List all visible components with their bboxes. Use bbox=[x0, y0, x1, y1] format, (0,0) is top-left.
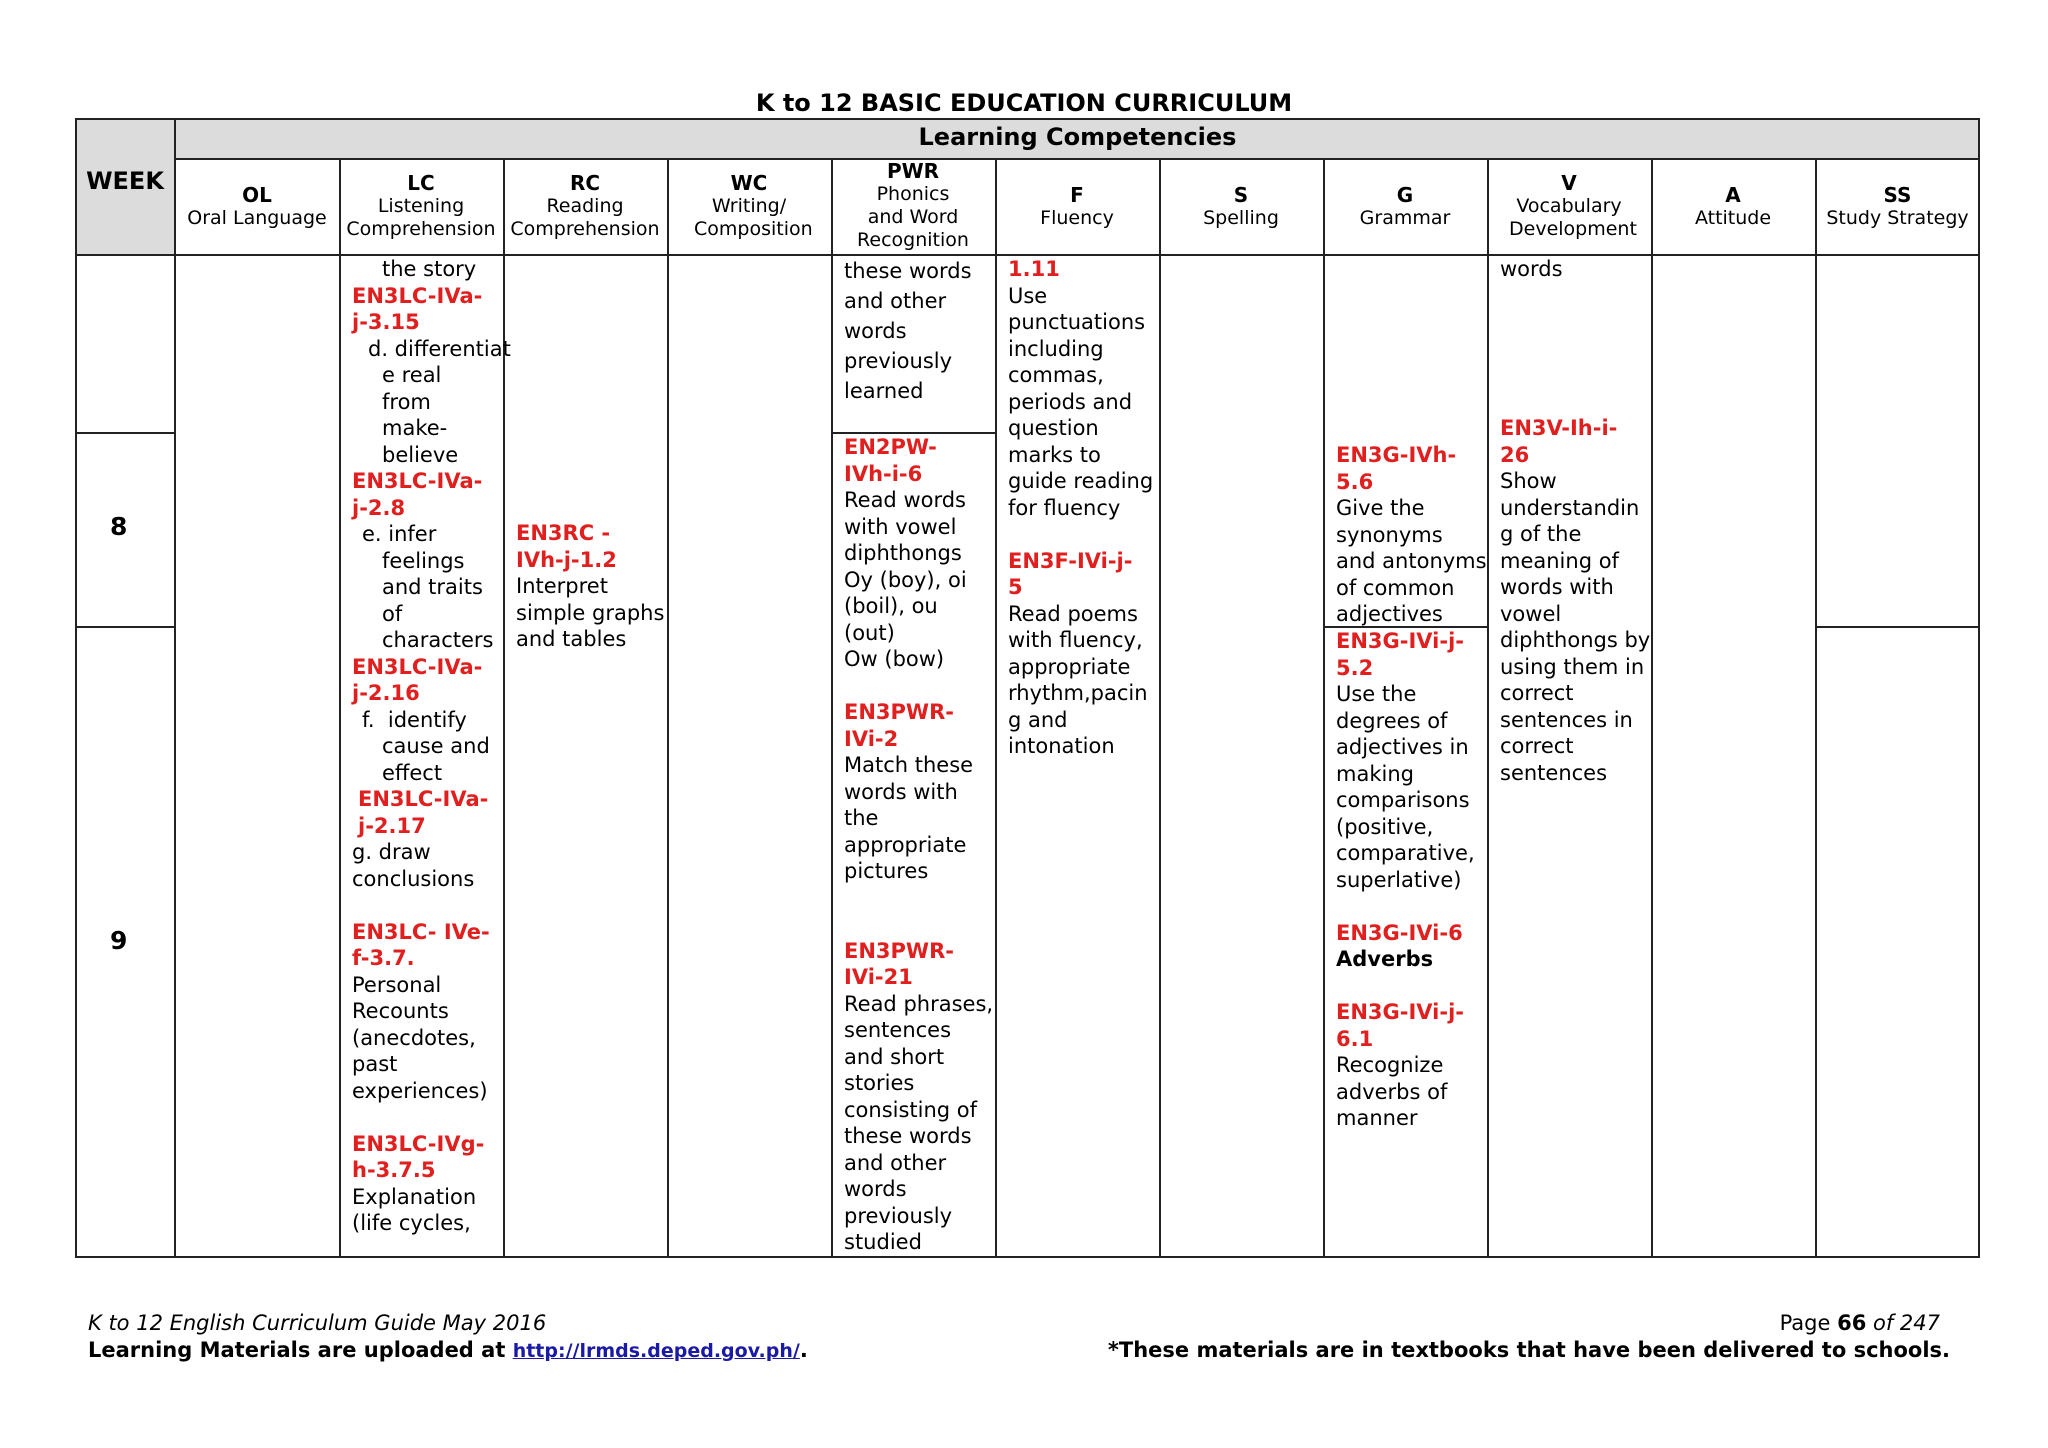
col-header-wc bbox=[667, 172, 831, 241]
competency-text: e. infer bbox=[362, 522, 437, 546]
competency-text: believe bbox=[382, 442, 459, 467]
competency-code: j-2.16 bbox=[352, 681, 420, 705]
competency-text: Give the bbox=[1336, 496, 1425, 520]
col-header-f bbox=[995, 184, 1159, 230]
competency-text: diphthongs bbox=[844, 541, 962, 565]
competency-text: Read poems bbox=[1008, 601, 1138, 626]
footer-page bbox=[1700, 1310, 1940, 1336]
rc-cell bbox=[516, 520, 666, 653]
competency-text: commas, bbox=[1008, 363, 1104, 387]
competency-code: 5 bbox=[1008, 575, 1023, 599]
col-code: G bbox=[1396, 183, 1414, 207]
competency-code: EN3G-IVh- bbox=[1336, 443, 1457, 467]
competency-code: IVi-21 bbox=[844, 965, 913, 989]
competency-code: j-2.17 bbox=[358, 813, 426, 838]
competency-text: marks to bbox=[1008, 442, 1101, 467]
col-code: LC bbox=[407, 171, 435, 195]
competency-code: EN3G-IVi-6 bbox=[1336, 920, 1463, 945]
g-top-cell bbox=[1336, 442, 1486, 628]
competency-code: IVh-j-1.2 bbox=[516, 547, 617, 572]
competency-code: EN3RC - bbox=[516, 521, 611, 545]
competency-text: (anecdotes, bbox=[352, 1025, 476, 1050]
competency-text: from bbox=[382, 389, 431, 414]
competency-text: meaning of bbox=[1500, 548, 1619, 573]
competency-text: (out) bbox=[844, 620, 895, 645]
competency-text: and other bbox=[844, 1150, 947, 1175]
col-name: Study Strategy bbox=[1826, 207, 1969, 229]
competency-text: of bbox=[382, 601, 403, 626]
g-cell bbox=[1336, 628, 1486, 1132]
competency-text: Explanation bbox=[352, 1184, 477, 1209]
competency-text: comparisons bbox=[1336, 788, 1470, 812]
col-code: OL bbox=[242, 183, 272, 207]
competency-text: feelings bbox=[382, 548, 465, 573]
col-name: Listening Comprehension bbox=[346, 195, 496, 240]
competency-code: EN3F-IVi-j- bbox=[1008, 548, 1133, 573]
competency-text: consisting of bbox=[844, 1097, 978, 1122]
competency-text: with fluency, bbox=[1008, 628, 1143, 652]
col-name: Writing/ Composition bbox=[694, 195, 813, 240]
competency-text: these words bbox=[844, 1124, 972, 1148]
competency-code: j-2.8 bbox=[352, 495, 406, 520]
col-divider bbox=[503, 159, 505, 1258]
col-divider bbox=[339, 159, 341, 1258]
competency-text: appropriate bbox=[1008, 654, 1131, 679]
competency-text: stories bbox=[844, 1071, 915, 1095]
week-header: WEEK bbox=[86, 167, 164, 195]
blank-line bbox=[844, 911, 994, 938]
competency-text: effect bbox=[382, 760, 443, 785]
competency-text: adverbs of bbox=[1336, 1079, 1448, 1104]
competency-code: 5.6 bbox=[1336, 469, 1374, 494]
blank-line bbox=[1008, 521, 1158, 548]
pwr-cell bbox=[844, 434, 994, 1256]
competency-text: previously bbox=[844, 349, 953, 373]
competency-text: words bbox=[844, 319, 907, 343]
col-header-v bbox=[1487, 172, 1651, 241]
border-top bbox=[75, 118, 1980, 120]
col-divider bbox=[1815, 159, 1817, 1258]
competency-text: of common bbox=[1336, 575, 1455, 600]
competency-text: words bbox=[1500, 257, 1563, 281]
competency-text: Adverbs bbox=[1336, 947, 1434, 971]
page-of: of 247 bbox=[1866, 1311, 1940, 1335]
pwr-top-cell bbox=[844, 256, 994, 406]
competency-text: including bbox=[1008, 336, 1104, 361]
competency-text: appropriate bbox=[844, 832, 967, 857]
competency-text: intonation bbox=[1008, 734, 1115, 758]
competency-code: EN3PWR- bbox=[844, 700, 954, 724]
competency-text: g of the bbox=[1500, 522, 1582, 546]
col-code: RC bbox=[569, 171, 601, 195]
footer-guide-text: K to 12 English Curriculum Guide May 2016 bbox=[88, 1311, 547, 1335]
v-top-cell bbox=[1500, 256, 1650, 283]
document-title: K to 12 BASIC EDUCATION CURRICULUM bbox=[755, 89, 1293, 117]
group-header-divider bbox=[175, 158, 1980, 160]
competency-text: correct bbox=[1500, 734, 1574, 758]
competency-text: making bbox=[1336, 761, 1414, 786]
competency-text: Read words bbox=[844, 488, 967, 512]
competency-code: EN3LC-IVa- bbox=[352, 283, 483, 308]
competency-text: with vowel bbox=[844, 514, 957, 539]
col-name: Oral Language bbox=[187, 207, 327, 229]
col-header-s bbox=[1159, 184, 1323, 230]
competency-text: d. differentiat bbox=[368, 336, 511, 361]
competency-code: IVh-i-6 bbox=[844, 461, 923, 486]
competency-text: Recounts bbox=[352, 999, 449, 1023]
competency-text: superlative) bbox=[1336, 867, 1462, 892]
col-code: PWR bbox=[886, 159, 940, 183]
competency-text: Match these bbox=[844, 753, 974, 777]
competency-text: question bbox=[1008, 416, 1099, 440]
competency-text: studied bbox=[844, 1230, 922, 1254]
competency-code: 1.11 bbox=[1008, 257, 1060, 281]
col-name: Vocabulary Development bbox=[1509, 195, 1637, 240]
competency-text: experiences) bbox=[352, 1078, 488, 1103]
competency-text: (positive, bbox=[1336, 814, 1434, 839]
border-bottom bbox=[75, 1256, 1980, 1258]
week-row-divider bbox=[75, 626, 175, 628]
competency-text: periods and bbox=[1008, 389, 1133, 414]
page-number: 66 bbox=[1837, 1311, 1867, 1335]
competency-text: f. identify bbox=[362, 707, 467, 732]
col-divider bbox=[667, 159, 669, 1258]
page-label: Page bbox=[1779, 1311, 1838, 1335]
competency-text: Read phrases, bbox=[844, 991, 994, 1016]
week-col-divider bbox=[174, 118, 176, 1258]
lrmds-link[interactable]: http://lrmds.deped.gov.ph/ bbox=[512, 1340, 800, 1362]
competency-code: IVi-2 bbox=[844, 726, 899, 751]
col-divider bbox=[831, 159, 833, 1258]
competency-text: vowel bbox=[1500, 601, 1562, 626]
f-cell bbox=[1008, 256, 1158, 760]
competency-text: guide reading bbox=[1008, 469, 1154, 493]
col-name: Attitude bbox=[1694, 207, 1772, 229]
competency-text: characters bbox=[382, 628, 494, 652]
col-divider bbox=[1159, 159, 1161, 1258]
border-left bbox=[75, 118, 77, 1258]
competency-text: g and bbox=[1008, 707, 1068, 732]
col-name: Reading Comprehension bbox=[510, 195, 660, 240]
competency-code: EN3LC- IVe- bbox=[352, 919, 490, 944]
ss-row-divider bbox=[1815, 626, 1980, 628]
competency-text: for fluency bbox=[1008, 495, 1121, 520]
col-header-pwr bbox=[831, 160, 995, 252]
blank-line bbox=[1336, 973, 1486, 1000]
col-header-ss bbox=[1815, 184, 1980, 230]
week-row-divider bbox=[75, 432, 175, 434]
footer-note bbox=[1100, 1337, 1950, 1363]
col-code: S bbox=[1233, 183, 1249, 207]
competency-code: 6.1 bbox=[1336, 1026, 1374, 1051]
competency-code: EN3G-IVi-j- bbox=[1336, 1000, 1465, 1024]
col-name: Fluency bbox=[1040, 207, 1114, 229]
competency-text: Recognize bbox=[1336, 1053, 1444, 1077]
footer-guide bbox=[88, 1310, 546, 1336]
competency-text: (life cycles, bbox=[352, 1211, 471, 1235]
competency-text: cause and bbox=[382, 734, 490, 758]
competency-text: learned bbox=[844, 379, 924, 403]
col-header-rc bbox=[503, 172, 667, 241]
group-header: Learning Competencies bbox=[918, 123, 1237, 151]
competency-text: sentences bbox=[844, 1018, 952, 1042]
border-right bbox=[1978, 118, 1980, 1258]
week-number-9: 9 bbox=[110, 926, 128, 955]
blank-line bbox=[352, 1104, 502, 1131]
competency-text: these words bbox=[844, 259, 972, 283]
col-name: Phonics and Word Recognition bbox=[857, 183, 969, 251]
competency-text: and tables bbox=[516, 627, 627, 651]
competency-text: pictures bbox=[844, 859, 929, 883]
competency-text: conclusions bbox=[352, 866, 475, 891]
competency-text: degrees of bbox=[1336, 708, 1448, 733]
competency-text: Use the bbox=[1336, 682, 1417, 706]
blank-line bbox=[1336, 893, 1486, 920]
competency-text: and traits bbox=[382, 575, 483, 599]
footer-lm-end: . bbox=[799, 1338, 808, 1362]
competency-code: EN3LC-IVa- bbox=[358, 787, 489, 811]
competency-text: words with bbox=[844, 779, 958, 804]
competency-text: manner bbox=[1336, 1106, 1418, 1130]
competency-code: EN3G-IVi-j- bbox=[1336, 629, 1465, 653]
v-cell bbox=[1500, 415, 1650, 786]
competency-text: sentences in bbox=[1500, 707, 1633, 732]
col-divider bbox=[1323, 159, 1325, 1258]
competency-text: words bbox=[844, 1177, 907, 1201]
col-name: Grammar bbox=[1359, 207, 1451, 229]
week-number-8: 8 bbox=[110, 512, 128, 541]
competency-code: 5.2 bbox=[1336, 655, 1374, 680]
competency-text: (boil), ou bbox=[844, 594, 938, 618]
col-header-g bbox=[1323, 184, 1487, 230]
competency-text: and antonyms bbox=[1336, 549, 1487, 573]
competency-text: and other bbox=[844, 289, 947, 313]
col-divider bbox=[1487, 159, 1489, 1258]
competency-text: previously bbox=[844, 1203, 953, 1228]
col-divider bbox=[1651, 159, 1653, 1258]
competency-code: EN2PW- bbox=[844, 435, 937, 459]
competency-text: understandin bbox=[1500, 495, 1640, 520]
col-code: F bbox=[1070, 183, 1084, 207]
competency-text: Use bbox=[1008, 283, 1048, 308]
footer-lm-label: Learning Materials are uploaded at bbox=[88, 1338, 513, 1362]
competency-text: diphthongs by bbox=[1500, 628, 1651, 652]
curriculum-table bbox=[75, 118, 1980, 1258]
competency-text: make- bbox=[382, 416, 448, 440]
competency-code: EN3PWR- bbox=[844, 938, 954, 963]
competency-text: Show bbox=[1500, 469, 1557, 493]
competency-code: j-3.15 bbox=[352, 310, 420, 334]
competency-text: simple graphs bbox=[516, 600, 665, 625]
blank-line bbox=[844, 673, 994, 700]
blank-line bbox=[352, 892, 502, 919]
competency-text: Personal bbox=[352, 972, 442, 997]
col-header-a bbox=[1651, 184, 1815, 230]
competency-code: EN3LC-IVg- bbox=[352, 1131, 485, 1156]
col-code: A bbox=[1725, 183, 1741, 207]
col-code: V bbox=[1561, 171, 1577, 195]
col-name: Spelling bbox=[1203, 207, 1279, 229]
competency-text: and short bbox=[844, 1044, 945, 1069]
competency-code: EN3LC-IVa- bbox=[352, 469, 483, 493]
competency-text: adjectives bbox=[1336, 602, 1443, 626]
competency-text: using them in bbox=[1500, 654, 1645, 679]
col-code: WC bbox=[730, 171, 768, 195]
blank-line bbox=[844, 885, 994, 912]
footer-lm bbox=[88, 1337, 808, 1364]
competency-code: f-3.7. bbox=[352, 946, 415, 970]
competency-text: punctuations bbox=[1008, 310, 1146, 334]
competency-code: EN3V-Ih-i- bbox=[1500, 416, 1618, 440]
competency-text: the story bbox=[382, 257, 477, 281]
competency-text: Oy (boy), oi bbox=[844, 567, 967, 592]
col-code: SS bbox=[1883, 183, 1912, 207]
competency-code: EN3LC-IVa- bbox=[352, 654, 483, 679]
competency-text: g. draw bbox=[352, 840, 431, 864]
footer-note-text: *These materials are in textbooks that have been delivered to schools. bbox=[1107, 1338, 1950, 1362]
competency-text: e real bbox=[382, 363, 442, 387]
competency-code: h-3.7.5 bbox=[352, 1158, 436, 1182]
competency-text: Interpret bbox=[516, 574, 608, 598]
col-header-lc bbox=[339, 172, 503, 241]
competency-text: correct bbox=[1500, 681, 1574, 705]
competency-text: comparative, bbox=[1336, 841, 1475, 865]
competency-text: adjectives in bbox=[1336, 735, 1469, 759]
competency-code: 26 bbox=[1500, 442, 1530, 467]
competency-text: past bbox=[352, 1052, 398, 1076]
competency-text: Ow (bow) bbox=[844, 647, 945, 671]
competency-text: the bbox=[844, 806, 879, 830]
competency-text: synonyms bbox=[1336, 522, 1443, 547]
col-header-ol bbox=[175, 184, 339, 230]
competency-text: sentences bbox=[1500, 760, 1608, 785]
lc-cell bbox=[352, 256, 511, 1237]
competency-text: words with bbox=[1500, 575, 1614, 599]
competency-text: rhythm,pacin bbox=[1008, 681, 1148, 705]
col-divider bbox=[995, 159, 997, 1258]
